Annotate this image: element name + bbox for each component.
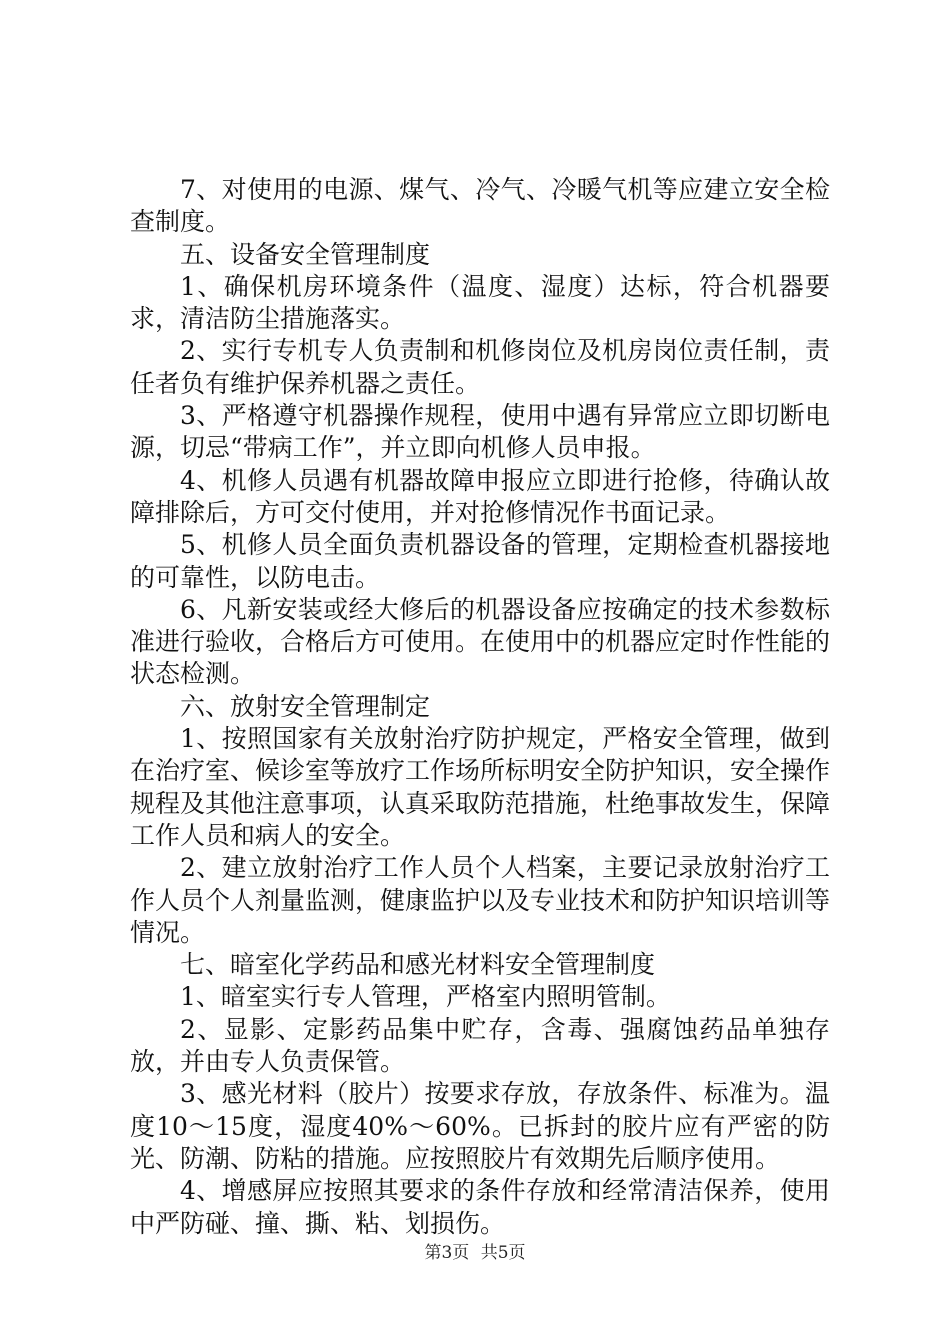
section-heading-6: 六、放射安全管理制定 [180,691,431,721]
paragraph-item-7: 7、对使用的电源、煤气、冷气、冷暖气机等应建立安全检查制度。 [130,175,830,237]
paragraph-radiation-1: 1、按照国家有关放射治疗防护规定，严格安全管理，做到在治疗室、候诊室等放疗工作场所标明安全防护知识，安全操作规程及其他注意事项，认真采取防范措施，杜绝事故发生，保障工作人员和病人的安全。 [130,724,831,850]
paragraph-darkroom-4: 4、增感屏应按照其要求的条件存放和经常清洁保养，使用中严防碰、撞、撕、粘、划损伤。 [130,1176,830,1238]
paragraph-darkroom-3: 3、感光材料（胶片）按要求存放，存放条件、标准为。温度10～15度，湿度40%～60%。已拆封的胶片应有严密的防光、防潮、防粘的措施。应按照胶片有效期先后顺序使用。 [130,1079,830,1173]
paragraph-equipment-2: 2、实行专机专人负责制和机修岗位及机房岗位责任制，责任者负有维护保养机器之责任。 [130,336,830,398]
page-total: 共5页 [480,1243,526,1263]
section-heading-7: 七、暗室化学药品和感光材料安全管理制度 [180,950,656,980]
paragraph-darkroom-1: 1、暗室实行专人管理，严格室内照明管制。 [180,982,671,1012]
paragraph-equipment-5: 5、机修人员全面负责机器设备的管理，定期检查机器接地的可靠性，以防电击。 [130,530,830,592]
document-body [130,174,830,1240]
paragraph-equipment-4: 4、机修人员遇有机器故障申报应立即进行抢修，待确认故障排除后，方可交付使用，并对抢修情况作书面记录。 [130,465,830,527]
paragraph-equipment-6: 6、凡新安装或经大修后的机器设备应按确定的技术参数标准进行验收，合格后方可使用。在使用中的机器应定时作性能的状态检测。 [130,594,831,689]
paragraph-darkroom-2: 2、显影、定影药品集中贮存，含毒、强腐蚀药品单独存放，并由专人负责保管。 [130,1014,830,1077]
section-heading-5: 五、设备安全管理制度 [180,239,431,269]
page-number: 第3页 [424,1243,470,1263]
paragraph-equipment-3: 3、严格遵守机器操作规程，使用中遇有异常应立即切断电源，切忌“带病工作”，并立即向机修人员申报。 [130,401,830,463]
paragraph-radiation-2: 2、建立放射治疗工作人员个人档案，主要记录放射治疗工作人员个人剂量监测，健康监护以及专业技术和防护知识培训等情况。 [130,853,831,947]
page-footer [0,1243,950,1263]
paragraph-equipment-1: 1、确保机房环境条件（温度、湿度）达标，符合机器要求，清洁防尘措施落实。 [130,271,830,334]
